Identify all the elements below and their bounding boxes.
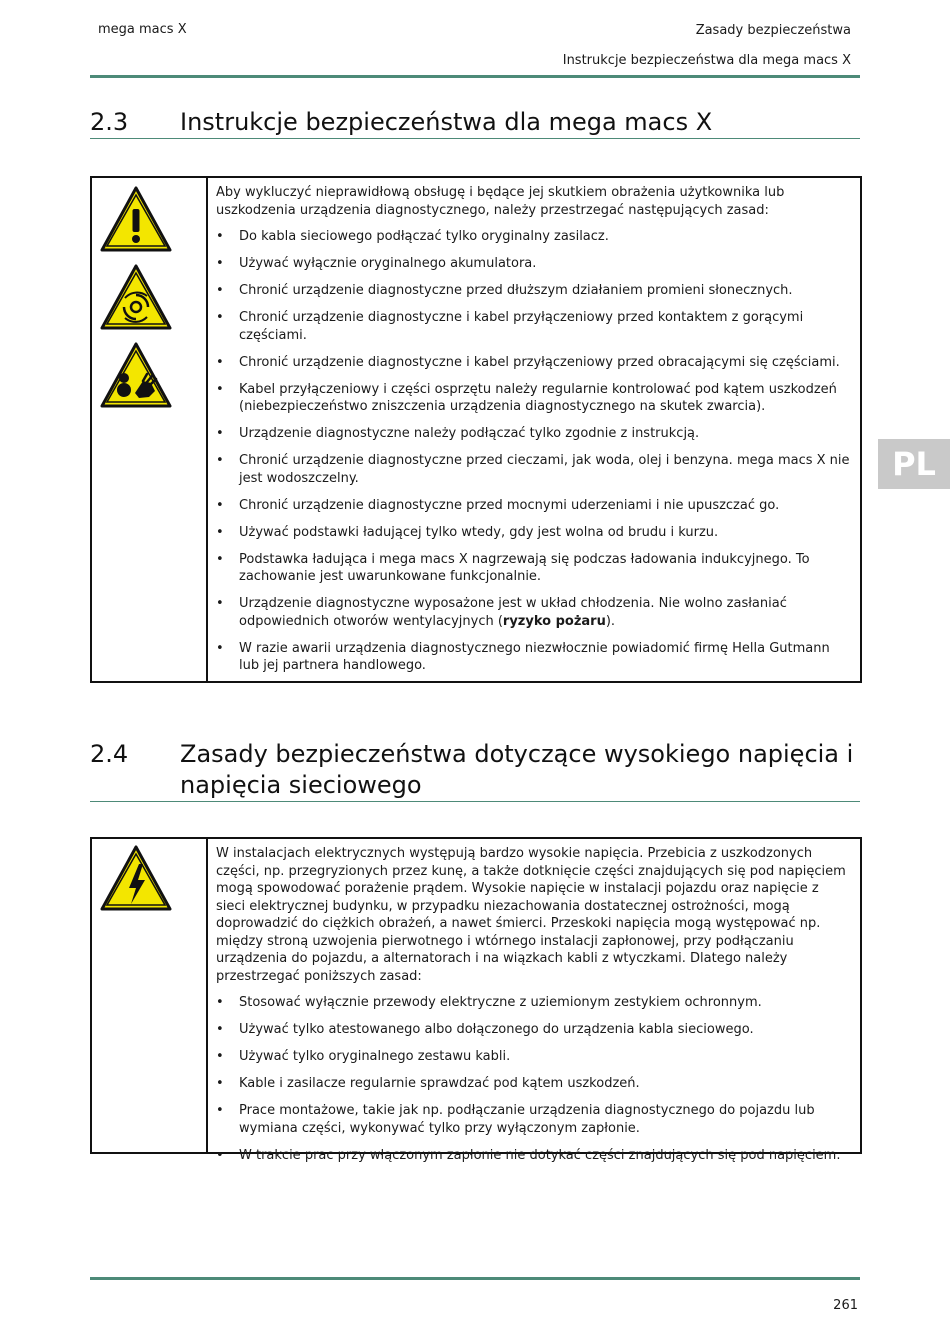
list-item: • Chronić urządzenie diagnostyczne i kabel przyłączeniowy przed obracającymi się częściami. (216, 354, 850, 372)
section-heading-2-3 (90, 107, 860, 139)
list-item: • Do kabla sieciowego podłączać tylko oryginalny zasilacz. (216, 228, 850, 246)
safety-instructions-text (208, 178, 860, 681)
language-tab: PL (878, 439, 950, 489)
section-heading-2-4 (90, 739, 860, 802)
safety-box-2-4 (90, 837, 862, 1163)
cooling-text-after: ). (605, 613, 616, 629)
list-item: • Urządzenie diagnostyczne należy podłączać tylko zgodnie z instrukcją. (216, 425, 850, 443)
intro-paragraph: Aby wykluczyć nieprawidłową obsługę i będące jej skutkiem obrażenia użytkownika lub uszkodzenia urządzenia diagnostycznego, należy przestrzegać następujących zasad: (216, 185, 785, 218)
section-number: 2.4 (90, 740, 129, 768)
warning-icons-column (92, 839, 208, 1152)
section-number: 2.3 (90, 108, 129, 136)
list-item: • W trakcie prac przy włączonym zapłonie nie dotykać części znajdujących się pod napięciem. (216, 1147, 850, 1165)
fire-risk-emphasis: ryzyko pożaru (502, 613, 606, 629)
list-item: • Chronić urządzenie diagnostyczne przed dłuższym działaniem promieni słonecznych. (216, 282, 850, 300)
voltage-bullet-list (216, 994, 850, 1164)
warning-icons-column (92, 178, 208, 681)
list-item: • Używać wyłącznie oryginalnego akumulatora. (216, 255, 850, 273)
section-title: Zasady bezpieczeństwa dotyczące wysokiego napięcia i napięcia sieciowego (180, 740, 854, 799)
list-item: • W razie awarii urządzenia diagnostycznego niezwłocznie powiadomić firmę Hella Gutmann lub jej partnera handlowego. (216, 640, 850, 675)
list-item: • Prace montażowe, takie jak np. podłączanie urządzenia diagnostycznego do pojazdu lub wymiana części, wykonywać tylko przy wyłączonym zapłonie. (216, 1102, 850, 1137)
list-item: • Chronić urządzenie diagnostyczne i kabel przyłączeniowy przed kontaktem z gorącymi częściami. (216, 309, 850, 344)
header-rule (90, 75, 860, 78)
list-item: • Używać podstawki ładującej tylko wtedy, gdy jest wolna od brudu i kurzu. (216, 524, 850, 542)
page-number: 261 (833, 1298, 858, 1313)
safety-bullet-list (216, 228, 850, 675)
intro-paragraph: W instalacjach elektrycznych występują bardzo wysokie napięcia. Przebicia z uszkodzonych części, np. przegryzionych przez kunę, a także dotknięcie części znajdujących się pod napięciem mogą spowodować porażenie prądem. Wysokie napięcie w instalacji pojazdu oraz napięcie z sieci elektrycznej budynku, w przypadku niezachowania dostatecznej ostrożności, mogą doprowadzić do ciężkich obrażeń, a nawet śmierci. Przeskoki napięcia mogą występować np. między stroną uzwojenia pierwotnego i wtórnego instalacji zapłonowej, przy podłączaniu urządzenia do pojazdu, a alternatorach i na wiązkach kabli z wtyczkami. Dlatego należy przestrzegać poniższych zasad: (216, 846, 846, 984)
voltage-safety-text (208, 839, 860, 1163)
header-chapter: Zasady bezpieczeństwa (695, 23, 851, 38)
cooling-text-before: Urządzenie diagnostyczne wyposażone jest w układ chłodzenia. Nie wolno zasłaniać odpowiednich otworów wentylacyjnych ( (239, 596, 787, 629)
safety-box-2-3 (90, 176, 862, 683)
warning-high-voltage-icon (99, 844, 173, 912)
header-subchapter: Instrukcje bezpieczeństwa dla mega macs X (562, 53, 851, 68)
list-item: • Chronić urządzenie diagnostyczne przed mocnymi uderzeniami i nie upuszczać go. (216, 497, 850, 515)
warning-rotating-parts-icon (99, 263, 173, 331)
list-item: • Chronić urządzenie diagnostyczne przed cieczami, jak woda, olej i benzyna. mega macs X nie jest wodoszczelny. (216, 452, 850, 487)
warning-general-icon (99, 185, 173, 253)
list-item: • Używać tylko oryginalnego zestawu kabli. (216, 1048, 850, 1066)
list-item: • Stosować wyłącznie przewody elektryczne z uziemionym zestykiem ochronnym. (216, 994, 850, 1012)
footer-rule (90, 1277, 860, 1280)
section-title: Instrukcje bezpieczeństwa dla mega macs X (180, 108, 713, 136)
list-item: • Używać tylko atestowanego albo dołączonego do urządzenia kabla sieciowego. (216, 1021, 850, 1039)
list-item: • Kabel przyłączeniowy i części osprzętu należy regularnie kontrolować pod kątem uszkodzeń (niebezpieczeństwo zniszczenia urządzenia diagnostycznego na skutek zwarcia). (216, 381, 850, 416)
header-product-name: mega macs X (98, 22, 187, 37)
list-item-cooling (216, 595, 850, 630)
list-item: • Kable i zasilacze regularnie sprawdzać pod kątem uszkodzeń. (216, 1075, 850, 1093)
list-item: • Podstawka ładująca i mega macs X nagrzewają się podczas ładowania indukcyjnego. To zachowanie jest uwarunkowane funkcjonalnie. (216, 551, 850, 586)
warning-hand-crush-icon (99, 341, 173, 409)
